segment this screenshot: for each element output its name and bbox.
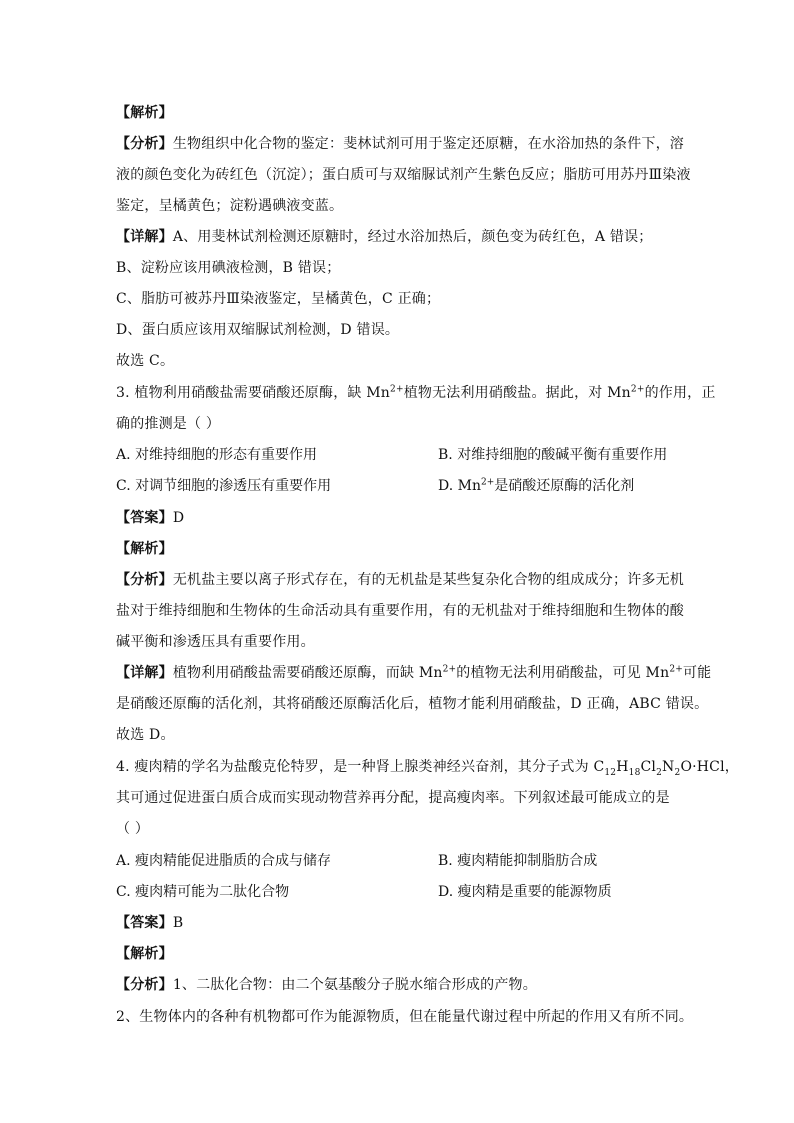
q3-text-c: 的作用，正 (644, 385, 716, 401)
analysis-text: 无机盐主要以离子形式存在，有的无机盐是某些复杂化合物的组成成分；许多无机 (172, 572, 685, 588)
q4-sub-2: 18 (628, 767, 641, 778)
question-4-stem-line-2: 其可通过促进蛋白质合成而实现动物营养再分配，提高瘦肉率。下列叙述最可能成立的是 (116, 790, 670, 806)
analysis-line-1 (116, 135, 688, 153)
analysis-line-3: 鉴定，呈橘黄色；淀粉遇碘液变蓝。 (116, 198, 344, 214)
q3-xj-text-a: 植物利用硝酸盐需要硝酸还原酶，而缺 Mn (172, 665, 443, 681)
analysis-label: 【分析】 (116, 572, 173, 588)
question-3-stem-line-1 (116, 384, 716, 402)
detail-line-c: C、脂肪可被苏丹Ⅲ染液鉴定，呈橘黄色，C 正确； (116, 291, 441, 307)
q3-text-a: 3. 植物利用硝酸盐需要硝酸还原酶，缺 Mn (116, 385, 391, 401)
q4-option-a: A. 瘦肉精能促进脂质的合成与储存 (116, 853, 332, 869)
q3-opt-d-sup: 2+ (480, 477, 495, 488)
q4-jiexi-heading: 【解析】 (116, 946, 173, 962)
detail-line-1 (116, 228, 688, 246)
detail-text: A、用斐林试剂检测还原糖时，经过水浴加热后，颜色变为砖红色，A 错误； (172, 229, 653, 245)
analysis-text: 生物组织中化合物的鉴定：斐林试剂可用于鉴定还原糖，在水浴加热的条件下，溶 (172, 136, 685, 152)
q3-detail-line-2: 是硝酸还原酶的活化剂，其将硝酸还原酶活化后，植物才能利用硝酸盐，D 正确，ABC 错误。 (116, 696, 709, 712)
q3-opt-d-b: 是硝酸还原酶的活化剂 (494, 478, 635, 494)
analysis-label: 【分析】 (116, 977, 173, 993)
choice-summary: 故选 C。 (116, 353, 175, 369)
q3-sup-2: 2+ (630, 384, 645, 395)
q4-text-a: 4. 瘦肉精的学名为盐酸克伦特罗，是一种肾上腺类神经兴奋剂，其分子式为 C (116, 759, 605, 775)
q4-sub-1: 12 (604, 767, 617, 778)
q3-answer-line (116, 509, 688, 527)
q4-text-c: Cl (640, 759, 657, 775)
q3-xj-sup-2: 2+ (669, 664, 683, 675)
q4-text-e: O·HCl， (680, 759, 739, 775)
question-3-stem-line-2: 确的推测是（ ） (116, 416, 221, 432)
q3-xj-text-c: 可能 (682, 665, 712, 681)
q4-sub-4: 2 (674, 767, 681, 778)
q3-analysis-line-2: 盐对于维持细胞和生物体的生命活动具有重要作用，有的无机盐对于维持细胞和生物体的酸 (116, 603, 684, 619)
q4-text-b: H (616, 759, 629, 775)
answer-value: B (172, 915, 184, 931)
q3-analysis-line-3: 碱平衡和渗透压具有重要作用。 (116, 634, 315, 650)
section-heading-jiexi: 【解析】 (116, 105, 173, 121)
q3-opt-d-a: D. Mn (438, 478, 481, 494)
q3-xj-sup-1: 2+ (442, 664, 457, 675)
q4-option-c: C. 瘦肉精可能为二肽化合物 (116, 884, 290, 900)
q3-choice-summary: 故选 D。 (116, 727, 175, 743)
analysis-label: 【分析】 (116, 136, 173, 152)
q3-xj-text-b: 的植物无法利用硝酸盐，可见 Mn (456, 665, 670, 681)
analysis-line-2: 液的颜色变化为砖红色（沉淀）；蛋白质可与双缩脲试剂产生紫色反应；脂肪可用苏丹Ⅲ染液 (116, 167, 691, 183)
answer-label: 【答案】 (116, 915, 173, 931)
answer-value: D (172, 510, 185, 526)
q4-option-b: B. 瘦肉精能抑制脂肪合成 (438, 853, 598, 869)
q3-option-d (438, 477, 634, 495)
q3-sup-1: 2+ (390, 384, 404, 395)
q3-option-b: B. 对维持细胞的酸碱平衡有重要作用 (438, 447, 668, 463)
detail-line-b: B、淀粉应该用碘液检测，B 错误； (116, 260, 341, 276)
q3-detail-line-1 (116, 664, 712, 682)
q3-analysis-line-1 (116, 571, 688, 589)
q3-option-a: A. 对维持细胞的形态有重要作用 (116, 447, 318, 463)
answer-label: 【答案】 (116, 510, 173, 526)
question-4-stem-line-3: （ ） (116, 821, 150, 837)
detail-label: 【详解】 (116, 665, 173, 681)
q3-option-c: C. 对调节细胞的渗透压有重要作用 (116, 478, 332, 494)
q4-sub-3: 2 (656, 767, 663, 778)
q4-option-d: D. 瘦肉精是重要的能源物质 (438, 884, 612, 900)
detail-line-d: D、蛋白质应该用双缩脲试剂检测，D 错误。 (116, 322, 400, 338)
q4-text-d: N (662, 759, 675, 775)
q4-answer-line (116, 914, 688, 932)
analysis-text: 1、二肽化合物：由二个氨基酸分子脱水缩合形成的产物。 (172, 977, 537, 993)
detail-label: 【详解】 (116, 229, 173, 245)
q4-analysis-line-2: 2、生物体内的各种有机物都可作为能源物质，但在能量代谢过程中所起的作用又有所不同。 (116, 1009, 694, 1025)
q3-jiexi-heading: 【解析】 (116, 541, 173, 557)
q4-analysis-line-1 (116, 976, 688, 994)
q3-text-b: 植物无法利用硝酸盐。据此，对 Mn (403, 385, 631, 401)
